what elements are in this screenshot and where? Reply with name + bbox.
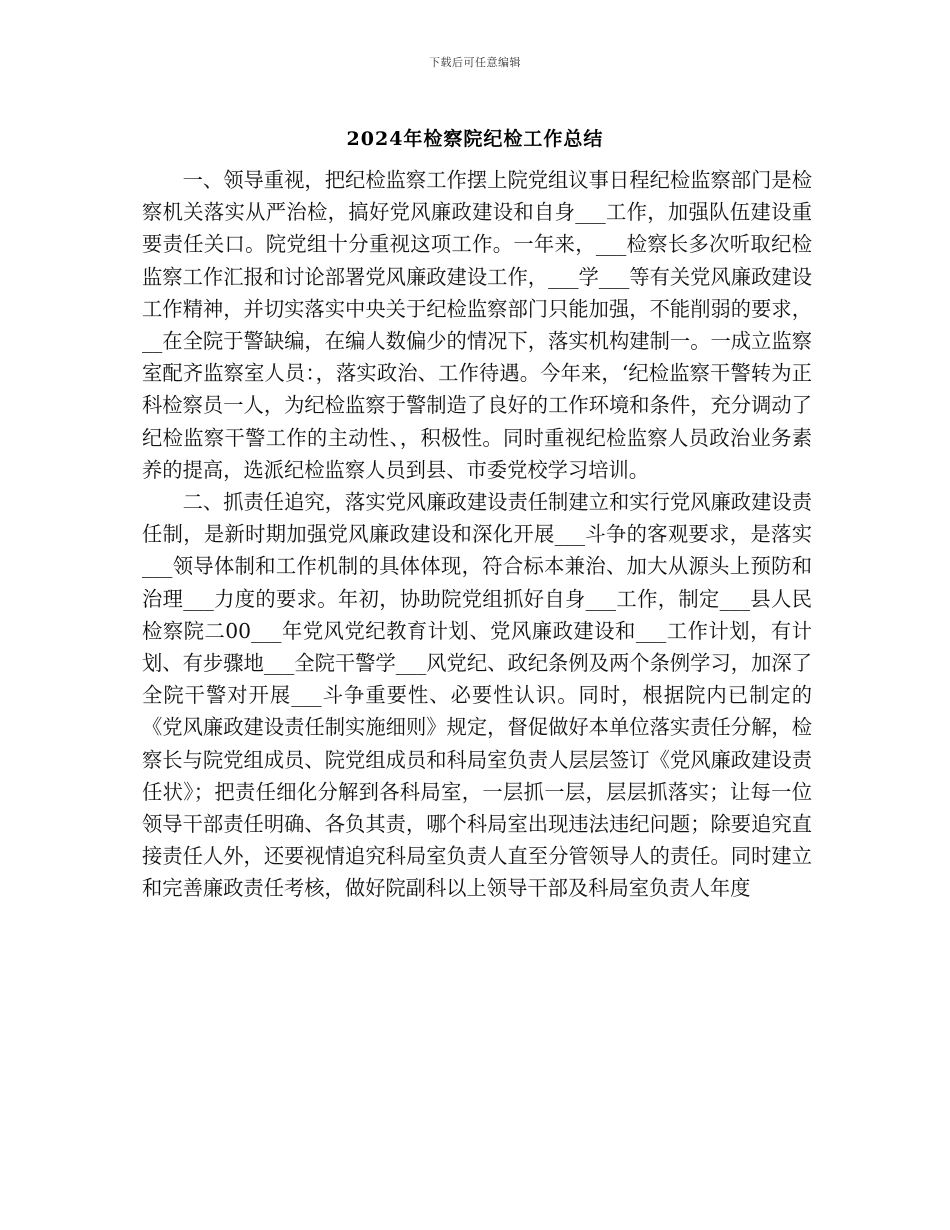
paragraph-2: 二、抓责任追究，落实党风廉政建设责任制建立和实行党风廉政建设责任制，是新时期加强党风廉政建设和深化开展___斗争的客观要求，是落实___领导体制和工作机制的具体体现，符合标本兼治、加大从源头上预防和治理___力度的要求。年初，协助院党组抓好自身___工作，制定___县人民检察院二00___年党风党纪教育计划、党风廉政建设和___工作计划，有计划、有步骤地___全院干警学___风党纪、政纪条例及两个条例学习，加深了全院干警对开展___斗争重要性、必要性认识。同时，根据院内已制定的《党风廉政建设责任制实施细则》规定，督促做好本单位落实责任分解，检察长与院党组成员、院党组成员和科局室负责人层层签订《党风廉政建设责任状》；把责任细化分解到各科局室，一层抓一层，层层抓落实；让每一位领导干部责任明确、各负其责，哪个科局室出现违法违纪问题；除要追究直接责任人外，还要视情追究科局室负责人直至分管领导人的责任。同时建立和完善廉政责任考核，做好院副科以上领导干部及科局室负责人年度	[142, 490, 812, 901]
paragraph-1: 一、领导重视，把纪检监察工作摆上院党组议事日程纪检监察部门是检察机关落实从严治检，搞好党风廉政建设和自身___工作，加强队伍建设重要责任关口。院党组十分重视这项工作。一年来，___检察长多次听取纪检监察工作汇报和讨论部署党风廉政建设工作，___学___等有关党风廉政建设工作精神，并切实落实中央关于纪检监察部门只能加强，不能削弱的要求，__在全院于警缺编，在编人数偏少的情况下，落实机构建制一。一成立监察室配齐监察室人员：，落实政治、工作待遇。今年来，‘纪检监察干警转为正科检察员一人，为纪检监察于警制造了良好的工作环境和条件，充分调动了纪检监察干警工作的主动性、，积极性。同时重视纪检监察人员政治业务素养的提高，选派纪检监察人员到县、市委党校学习培训。	[142, 168, 812, 482]
page-header-note: 下载后可任意编辑	[429, 56, 521, 69]
document-title: 2024年检察院纪检工作总结	[346, 128, 604, 150]
document-body	[142, 164, 812, 905]
